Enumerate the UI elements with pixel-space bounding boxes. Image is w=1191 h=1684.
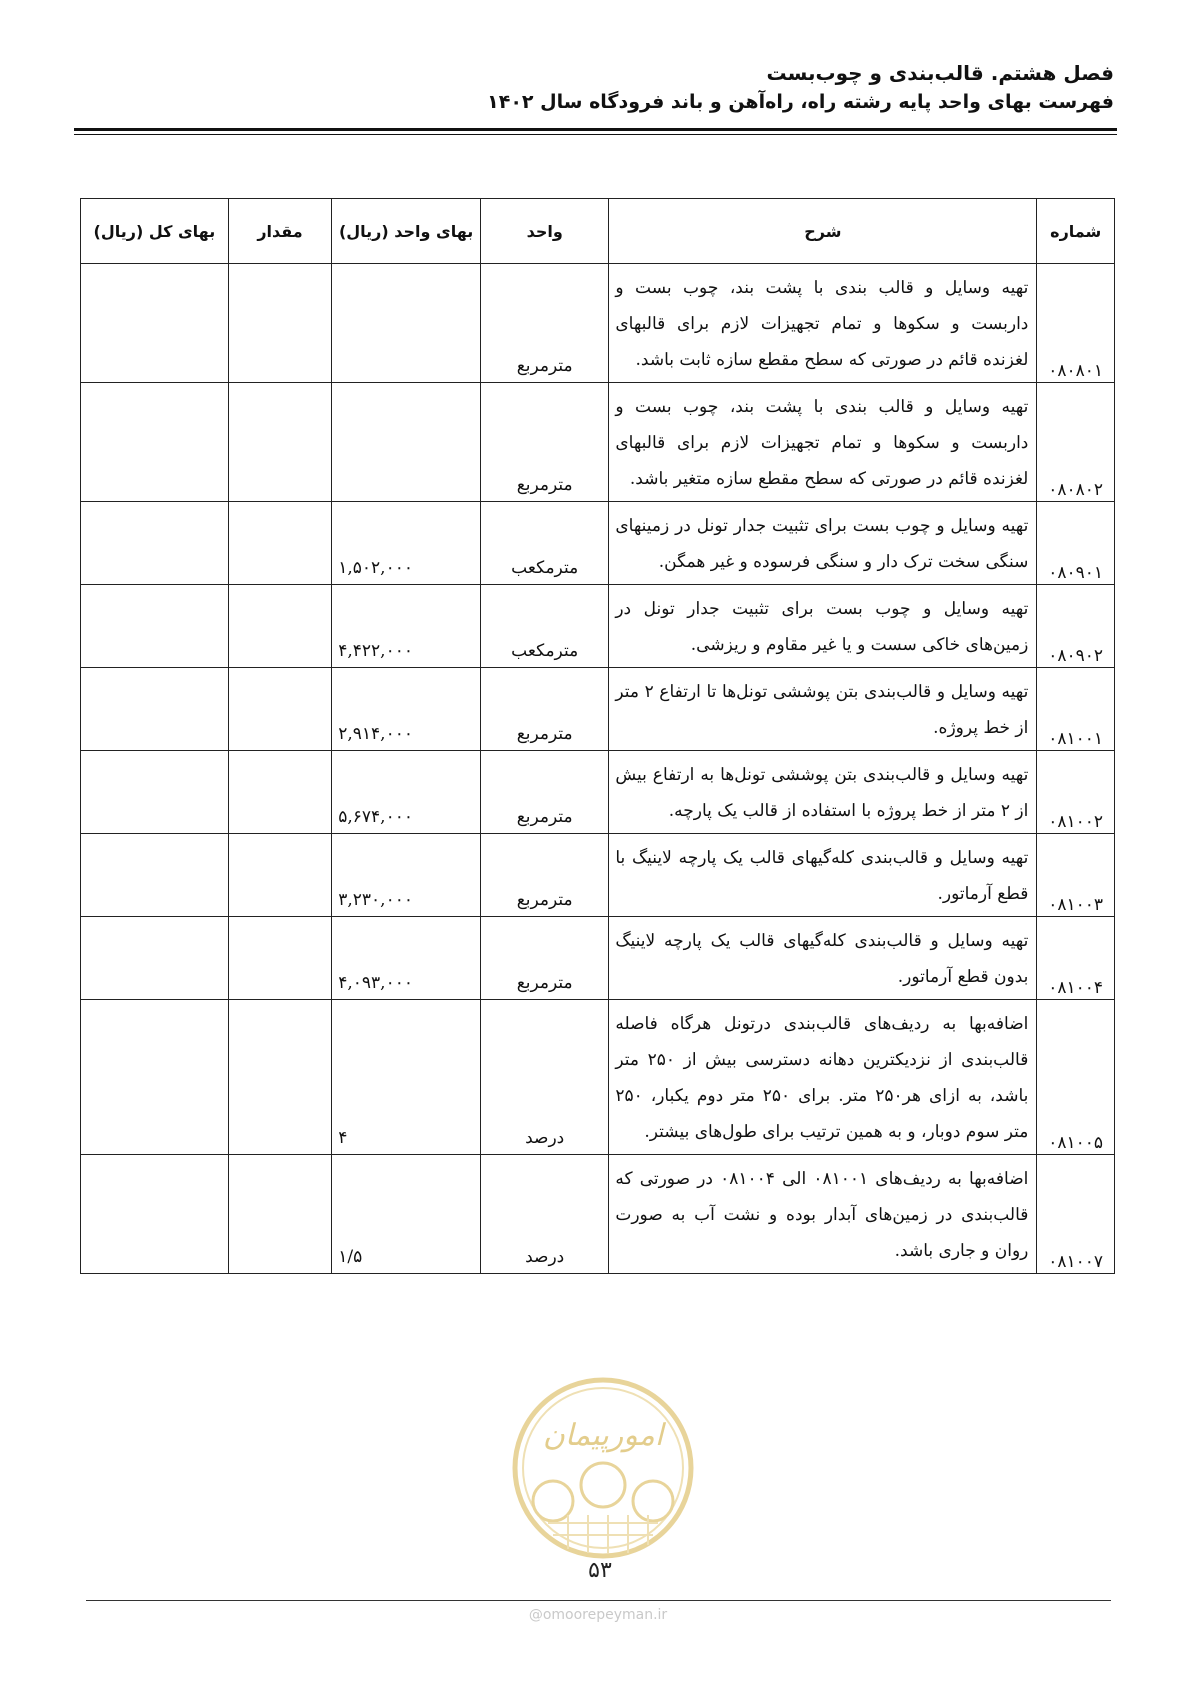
item-unit: مترمربع [481, 668, 609, 751]
item-unit-price: ۳,۲۳۰,۰۰۰ [332, 834, 481, 917]
item-total-cell [81, 668, 229, 751]
header-rule-thick [74, 128, 1117, 131]
header-code: شماره [1037, 199, 1115, 264]
table-row [81, 383, 1115, 502]
item-unit: درصد [481, 1155, 609, 1274]
item-total-cell [81, 751, 229, 834]
item-unit-price: ۲,۹۱۴,۰۰۰ [332, 668, 481, 751]
table-row [81, 834, 1115, 917]
item-unit: درصد [481, 1000, 609, 1155]
item-description: تهیه وسایل و قالب بندی با پشت بند، چوب بست و داربست و سکوها و تمام تجهیزات لازم برای قالبهای لغزنده قائم در صورتی که سطح مقطع سازه متغیر باشد. [609, 383, 1037, 502]
item-quantity-cell [228, 585, 332, 668]
item-unit-price [332, 264, 481, 383]
item-total-cell [81, 264, 229, 383]
item-code: ۰۸۰۹۰۱ [1037, 502, 1115, 585]
item-code: ۰۸۰۸۰۲ [1037, 383, 1115, 502]
chapter-title: فصل هشتم. قالب‌بندی و چوب‌بست [766, 61, 1114, 85]
item-quantity-cell [228, 1000, 332, 1155]
item-unit-price: ۱,۵۰۲,۰۰۰ [332, 502, 481, 585]
item-description: تهیه وسایل و قالب‌بندی بتن پوششی تونل‌ها تا ارتفاع ۲ متر از خط پروژه. [609, 668, 1037, 751]
svg-text:امورپیمان: امورپیمان [542, 1418, 664, 1453]
item-code: ۰۸۰۸۰۱ [1037, 264, 1115, 383]
item-total-cell [81, 834, 229, 917]
item-total-cell [81, 585, 229, 668]
item-code: ۰۸۰۹۰۲ [1037, 585, 1115, 668]
item-code: ۰۸۱۰۰۵ [1037, 1000, 1115, 1155]
header-unit-price: بهای واحد (ریال) [332, 199, 481, 264]
item-description: تهیه وسایل و قالب‌بندی کله‌گیهای قالب یک پارچه لاینیگ بدون قطع آرماتور. [609, 917, 1037, 1000]
item-total-cell [81, 1000, 229, 1155]
table-header-row [81, 199, 1115, 264]
item-code: ۰۸۱۰۰۱ [1037, 668, 1115, 751]
table-row [81, 668, 1115, 751]
item-description: اضافه‌بها به ردیف‌های ۰۸۱۰۰۱ الی ۰۸۱۰۰۴ در صورتی که قالب‌بندی در زمین‌های آبدار بوده و نشت آب به صورت روان و جاری باشد. [609, 1155, 1037, 1274]
item-description: تهیه وسایل و چوب بست برای تثبیت جدار تونل در زمینهای سنگی سخت ترک دار و سنگی فرسوده و غیر همگن. [609, 502, 1037, 585]
item-unit-price: ۱/۵ [332, 1155, 481, 1274]
item-unit-price: ۵,۶۷۴,۰۰۰ [332, 751, 481, 834]
header-total-price: بهای کل (ریال) [81, 199, 229, 264]
page-header [74, 58, 1114, 116]
item-code: ۰۸۱۰۰۷ [1037, 1155, 1115, 1274]
document-subtitle: فهرست بهای واحد پایه رشته راه، راه‌آهن و باند فرودگاه سال ۱۴۰۲ [487, 91, 1114, 113]
item-unit: مترمربع [481, 751, 609, 834]
item-quantity-cell [228, 668, 332, 751]
item-unit: مترمربع [481, 834, 609, 917]
item-quantity-cell [228, 751, 332, 834]
website-watermark: @omoorepeyman.ir [528, 1607, 668, 1623]
item-quantity-cell [228, 502, 332, 585]
header-unit: واحد [481, 199, 609, 264]
footer-rule [86, 1600, 1111, 1601]
item-unit: مترمربع [481, 917, 609, 1000]
item-unit-price: ۴ [332, 1000, 481, 1155]
item-quantity-cell [228, 917, 332, 1000]
header-quantity: مقدار [228, 199, 332, 264]
table-row [81, 502, 1115, 585]
header-description: شرح [609, 199, 1037, 264]
item-unit: مترمربع [481, 383, 609, 502]
item-description: تهیه وسایل و قالب بندی با پشت بند، چوب بست و داربست و سکوها و تمام تجهیزات لازم برای قالبهای لغزنده قائم در صورتی که سطح مقطع سازه ثابت باشد. [609, 264, 1037, 383]
table-row [81, 1155, 1115, 1274]
item-quantity-cell [228, 834, 332, 917]
item-code: ۰۸۱۰۰۲ [1037, 751, 1115, 834]
table-row [81, 1000, 1115, 1155]
item-quantity-cell [228, 264, 332, 383]
header-rule-thin [74, 134, 1117, 135]
price-list-table [80, 198, 1115, 1274]
item-unit-price [332, 383, 481, 502]
table-row [81, 751, 1115, 834]
item-total-cell [81, 383, 229, 502]
item-quantity-cell [228, 1155, 332, 1274]
item-total-cell [81, 1155, 229, 1274]
item-unit-price: ۴,۰۹۳,۰۰۰ [332, 917, 481, 1000]
item-unit-price: ۴,۴۲۲,۰۰۰ [332, 585, 481, 668]
page-number: ۵۳ [588, 1558, 612, 1583]
item-description: اضافه‌بها به ردیف‌های قالب‌بندی درتونل هرگاه فاصله قالب‌بندی از نزدیکترین دهانه دسترسی بیش از ۲۵۰ متر باشد، به ازای هر۲۵۰ متر. برای ۲۵۰ متر دوم یکبار، ۲۵۰ متر سوم دوبار، و به همین ترتیب برای طول‌های بیشتر. [609, 1000, 1037, 1155]
item-unit: مترمکعب [481, 585, 609, 668]
item-code: ۰۸۱۰۰۳ [1037, 834, 1115, 917]
item-description: تهیه وسایل و قالب‌بندی کله‌گیهای قالب یک پارچه لاینیگ با قطع آرماتور. [609, 834, 1037, 917]
item-description: تهیه وسایل و قالب‌بندی بتن پوششی تونل‌ها به ارتفاع بیش از ۲ متر از خط پروژه با استفاده از قالب یک پارچه. [609, 751, 1037, 834]
item-unit: مترمکعب [481, 502, 609, 585]
item-description: تهیه وسایل و چوب بست برای تثبیت جدار تونل در زمین‌های خاکی سست و یا غیر مقاوم و ریزشی. [609, 585, 1037, 668]
table-row [81, 585, 1115, 668]
item-quantity-cell [228, 383, 332, 502]
table-row [81, 917, 1115, 1000]
item-total-cell [81, 502, 229, 585]
omoorepeyman-stamp-logo [508, 1373, 698, 1563]
item-unit: مترمربع [481, 264, 609, 383]
item-code: ۰۸۱۰۰۴ [1037, 917, 1115, 1000]
item-total-cell [81, 917, 229, 1000]
table-row [81, 264, 1115, 383]
